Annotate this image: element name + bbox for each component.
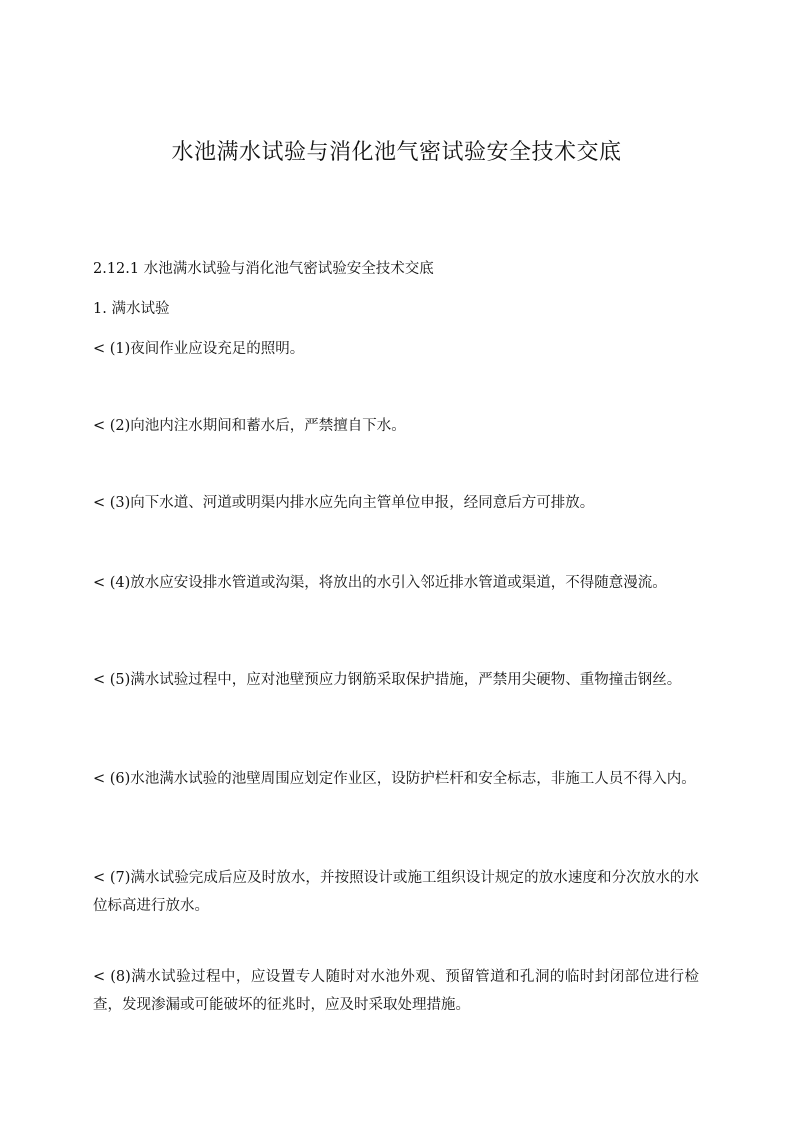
list-item xyxy=(93,489,699,517)
list-item-text: (8)满水试验过程中，应设置专人随时对水池外观、预留管道和孔洞的临时封闭部位进行检查，发现渗漏或可能破坏的征兆时，应及时采取处理措施。 xyxy=(93,969,699,1013)
list-item-text: (7)满水试验完成后应及时放水，并按照设计或施工组织设计规定的放水速度和分次放水的水位标高进行放水。 xyxy=(93,870,699,914)
section-heading: 2.12.1 水池满水试验与消化池气密试验安全技术交底 xyxy=(93,261,434,277)
bullet-marker: < xyxy=(93,672,110,688)
list-item-text: (3)向下水道、河道或明渠内排水应先向主管单位申报，经同意后方可排放。 xyxy=(109,495,595,511)
bullet-marker: < xyxy=(93,495,110,511)
list-item xyxy=(93,335,699,363)
list-item xyxy=(93,963,699,1019)
list-item-text: (6)水池满水试验的池壁周围应划定作业区，设防护栏杆和安全标志，非施工人员不得入内。 xyxy=(109,771,696,787)
document-title: 水池满水试验与消化池气密试验安全技术交底 xyxy=(171,140,622,165)
list-item-text: (2)向池内注水期间和蓄水后，严禁擅自下水。 xyxy=(109,418,406,434)
list-item-text: (5)满水试验过程中，应对池壁预应力钢筋采取保护措施，严禁用尖硬物、重物撞击钢丝。 xyxy=(109,672,682,688)
bullet-marker: < xyxy=(93,969,111,985)
bullet-marker: < xyxy=(93,575,110,591)
list-item xyxy=(93,864,699,920)
list-item xyxy=(93,569,699,597)
list-item-text: (4)放水应安设排水管道或沟渠，将放出的水引入邻近排水管道或渠道，不得随意漫流。 xyxy=(109,575,667,591)
bullet-marker: < xyxy=(93,418,110,434)
subsection-heading: 1. 满水试验 xyxy=(93,301,170,317)
bullet-marker: < xyxy=(93,341,110,357)
list-item xyxy=(93,765,699,793)
bullet-marker: < xyxy=(93,771,110,787)
list-item xyxy=(93,666,699,694)
bullet-marker: < xyxy=(93,870,110,886)
list-item-text: (1)夜间作业应设充足的照明。 xyxy=(109,341,305,357)
list-item xyxy=(93,412,699,440)
